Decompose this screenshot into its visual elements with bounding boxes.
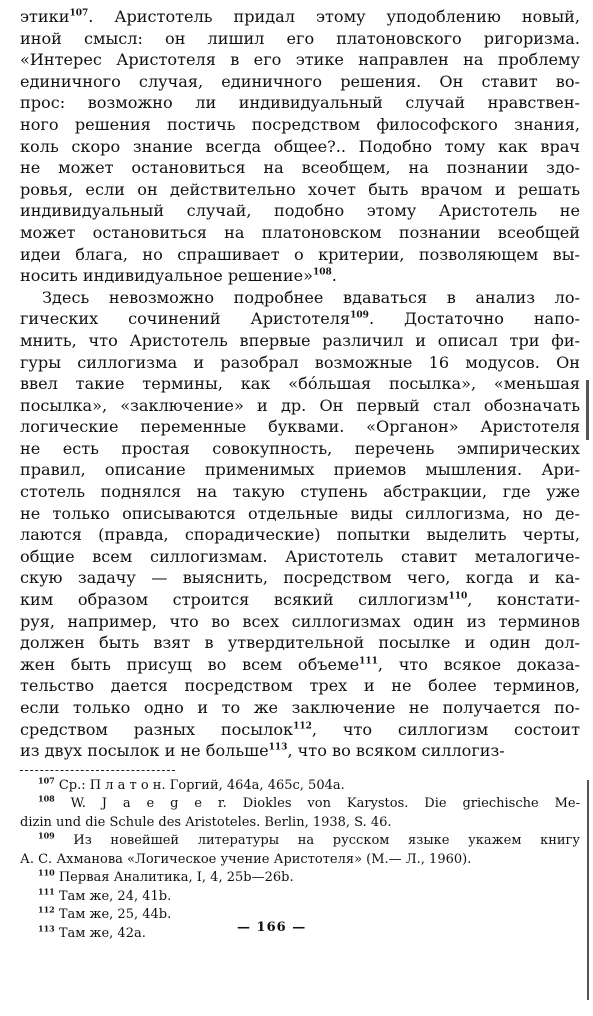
text-line [20,49,580,71]
footnote-number: 112 [38,904,55,915]
page-number: — 166 — [237,920,307,935]
text-line [20,330,580,352]
line-text: лаются (правда, спорадические) попытки выделить черты, [20,525,580,545]
text-line [20,395,580,417]
line-text: . [331,266,337,286]
text-line [20,438,580,460]
text-line [20,697,580,719]
footnote-text: Там же, 25, 44b. [58,907,172,923]
footnote-ref[interactable]: 108 [312,267,332,278]
text-line [20,28,580,50]
text-line [20,567,580,589]
text-line [20,287,580,309]
footnote-text: Из новейшей литературы на русском языке укажем книгу [73,833,580,849]
line-text: правил, описание применимых приемов мышления. Ари- [20,460,580,480]
footnote-ref[interactable]: 112 [293,721,312,732]
footnote-continuation: А. С. Ахманова «Логическое учение Аристотеля» (М.— Л., 1960). [20,851,472,867]
footnote-number: 111 [38,886,55,897]
line-text: не есть простая совокупность, перечень эмпирических [20,438,580,458]
line-text: , что всякое доказа- [377,654,580,674]
footnotes [20,777,580,944]
text-line [20,200,580,222]
line-text: должен быть взят в утвердительной посылке и один дол- [20,633,580,653]
text-line [20,71,580,93]
text-line [20,589,580,611]
footnote-number: 113 [38,923,55,934]
line-text: общие всем силлогизмам. Аристотель ставит металогиче- [20,546,580,566]
footnote-107 [20,777,580,796]
line-text: скую задачу — выяснить, посредством чего, когда и ка- [20,568,580,588]
footnote-text: Первая Аналитика, I, 4, 25b—26b. [58,870,294,886]
line-text: логические переменные буквами. «Органон» Аристотеля [20,417,580,437]
line-text: идеи блага, но спрашивает о критерии, позволяющем вы- [20,244,580,264]
footnote-text: W. J a e g e r. Diokles von Karystos. Die griechische Me- [70,796,580,812]
line-text: ким образом строится всякий силлогизм [20,590,449,610]
text-line [20,740,580,762]
text-line [20,719,580,741]
text-line [20,416,580,438]
footnote-ref[interactable]: 111 [359,656,378,667]
line-text: тельство дается посредством трех и не более терминов, [20,676,580,696]
line-text: ного решения постичь посредством философского знания, [20,114,580,134]
text-line [20,654,580,676]
line-text: , что силлогизм состоит [311,719,580,739]
line-text: жен быть присущ во всем объеме [20,654,360,674]
text-line [20,675,580,697]
footnote-108 [20,795,580,814]
line-text: если только одно и то же заключение не получается по- [20,698,580,717]
text-line [20,546,580,568]
line-text: гических сочинений Аристотеля [20,309,351,329]
line-text: средством разных посылок [20,719,294,739]
line-text: , констати- [467,590,580,610]
line-text: может остановиться на платоновском познании всеобщей [20,222,580,242]
line-text: «Интерес Аристотеля в его этике направлен на проблему [20,50,580,70]
line-text: ввел такие термины, как «бо́льшая посылка», «меньшая [20,374,580,394]
line-text: руя, например, что во всех силлогизмах один из терминов [20,611,580,631]
text-line [20,92,580,114]
footnote-ref[interactable]: 113 [268,742,288,753]
scan-edge-mark [587,780,589,1000]
footnote-109 [20,832,580,851]
text-line [20,308,580,330]
line-text: Здесь невозможно подробнее вдаваться в анализ ло- [42,287,580,307]
text-line [20,136,580,158]
text-line [20,352,580,374]
text-line [20,6,580,28]
text-line [20,632,580,654]
footnote-text: Ср.: П л а т о н. Горгий, 464a, 465c, 504a. [58,777,345,793]
text-line [20,179,580,201]
text-line [20,244,580,266]
line-text: стотель поднялся на такую ступень абстракции, где уже [20,482,580,502]
line-text: прос: возможно ли индивидуальный случай нравствен- [20,93,580,113]
footnote-ref[interactable]: 110 [448,591,468,602]
line-text: этики [20,7,70,26]
text-line [20,459,580,481]
footnote-110 [20,869,580,888]
text-line [20,611,580,633]
line-text: коль скоро знание всегда общее?.. Подобно тому как врач [20,136,580,156]
text-line [20,373,580,395]
line-text: единичного случая, единичного решения. Он ставит во- [20,71,580,91]
footnote-111 [20,888,580,907]
line-text: иной смысл: он лишил его платоновского ригоризма. [20,28,580,48]
line-text: не только описываются отдельные виды силлогизма, но де- [20,503,580,523]
line-text: . Аристотель придал этому уподоблению новый, [88,7,580,26]
line-text: . Достаточно напо- [368,309,580,329]
line-text: гуры силлогизма и разобрал возможные 16 модусов. Он [20,352,580,372]
text-line [20,222,580,244]
line-text: не может остановиться на всеобщем, на познании здо- [20,158,580,178]
footnote-ref[interactable]: 107 [69,8,89,19]
footnote-number: 108 [38,793,55,804]
text-line [20,481,580,503]
footnote-number: 107 [38,775,55,786]
line-text: носить индивидуальное решение» [20,266,313,286]
scan-edge-mark [586,380,589,440]
text-line [20,524,580,546]
footnote-number: 110 [38,867,55,878]
line-text: мнить, что Аристотель впервые различил и описал три фи- [20,330,580,350]
text-line [20,114,580,136]
book-page [20,6,580,943]
footnote-separator [20,770,175,771]
line-text: , что во всяком силлогиз- [287,741,505,761]
line-text: индивидуальный случай, подобно этому Аристотель не [20,201,580,221]
text-line [20,503,580,525]
paragraph-1 [20,6,580,287]
paragraph-2 [20,287,580,762]
line-text: ровья, если он действительно хочет быть врачом и решать [20,179,580,199]
footnote-ref[interactable]: 109 [350,310,369,321]
footnote-text: Там же, 42a. [58,925,146,941]
footnote-number: 109 [38,830,55,841]
line-text: посылка», «заключение» и др. Он первый стал обозначать [20,395,580,415]
text-line [20,157,580,179]
text-line [20,265,580,287]
footnote-text: Там же, 24, 41b. [58,888,172,904]
footnote-continuation: dizin und die Schule des Aristoteles. Berlin, 1938, S. 46. [20,814,392,830]
line-text: из двух посылок и не больше [20,741,269,761]
